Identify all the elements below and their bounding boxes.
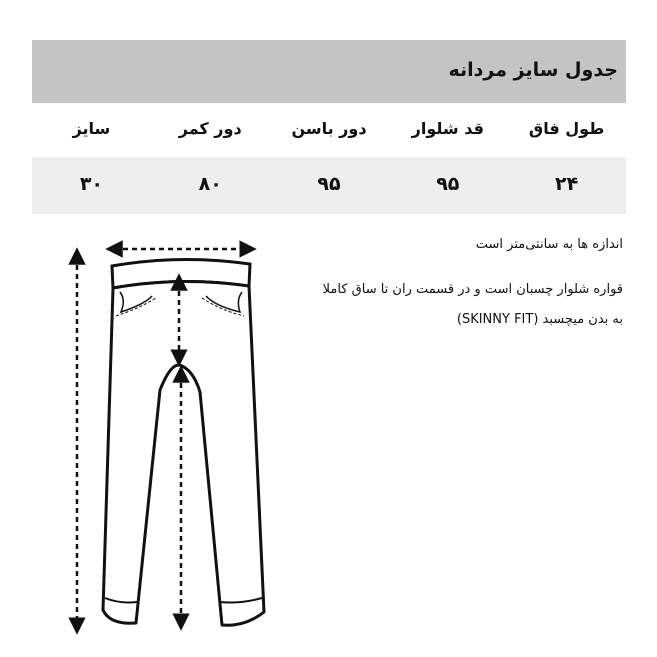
value-hip: ۹۵	[317, 173, 341, 195]
pants-measurement-illustration	[60, 236, 280, 636]
value-crotch-length: ۲۴	[555, 173, 579, 195]
header-pants-length: قد شلوار	[411, 119, 484, 138]
fit-note-line-1: قواره شلوار چسبان است و در قسمت ران تا ساق کاملا	[322, 282, 623, 297]
header-size: سایز	[72, 119, 111, 138]
size-table-header-row	[32, 103, 626, 157]
unit-note: اندازه ها به سانتی‌متر است	[475, 237, 623, 252]
header-waist: دور کمر	[178, 119, 242, 138]
value-waist: ۸۰	[198, 173, 222, 195]
size-table-value-row	[32, 157, 626, 214]
title-bar	[32, 40, 626, 103]
pants-outline	[103, 281, 264, 625]
value-pants-length: ۹۵	[436, 173, 460, 195]
table-title: جدول سایز مردانه	[448, 59, 618, 81]
header-crotch-length: طول فاق	[528, 119, 605, 138]
header-hip: دور باسن	[291, 119, 367, 138]
fit-note-line-2: به بدن میچسبد (SKINNY FIT)	[456, 312, 623, 327]
value-size: ۳۰	[79, 173, 104, 195]
